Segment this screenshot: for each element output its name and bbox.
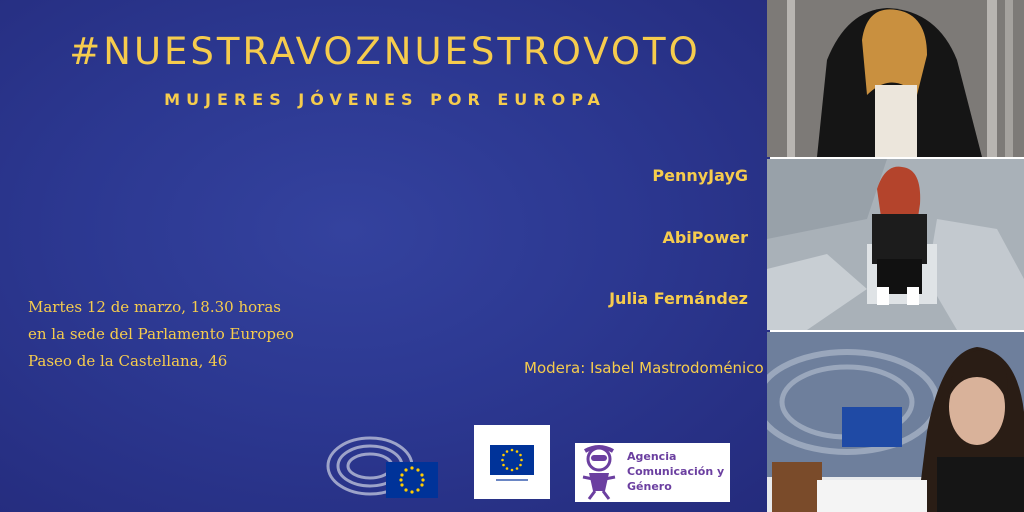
agencia-comunicacion-genero-logo bbox=[575, 443, 730, 502]
event-address: Paseo de la Castellana, 46 bbox=[28, 352, 228, 370]
acg-logo-text: Agencia Comunicación y Género bbox=[627, 450, 725, 493]
event-date: Martes 12 de marzo, 18.30 horas bbox=[28, 298, 281, 316]
event-details bbox=[28, 294, 294, 375]
subtitle: MUJERES JÓVENES POR EUROPA bbox=[164, 90, 606, 109]
speaker-photo-1 bbox=[767, 0, 1024, 157]
european-parliament-logo bbox=[326, 432, 440, 500]
eu-flag-logo bbox=[474, 425, 550, 499]
event-venue: en la sede del Parlamento Europeo bbox=[28, 325, 294, 343]
speaker-2: AbiPower bbox=[662, 228, 748, 247]
moderator-label: Modera: Isabel Mastrodoménico bbox=[524, 359, 764, 377]
speaker-photo-3 bbox=[767, 332, 1024, 512]
speaker-1: PennyJayG bbox=[652, 166, 748, 185]
hashtag-title: #NUESTRAVOZNUESTROVOTO bbox=[69, 30, 701, 73]
speaker-photo-2 bbox=[767, 159, 1024, 330]
speaker-3: Julia Fernández bbox=[609, 289, 748, 308]
